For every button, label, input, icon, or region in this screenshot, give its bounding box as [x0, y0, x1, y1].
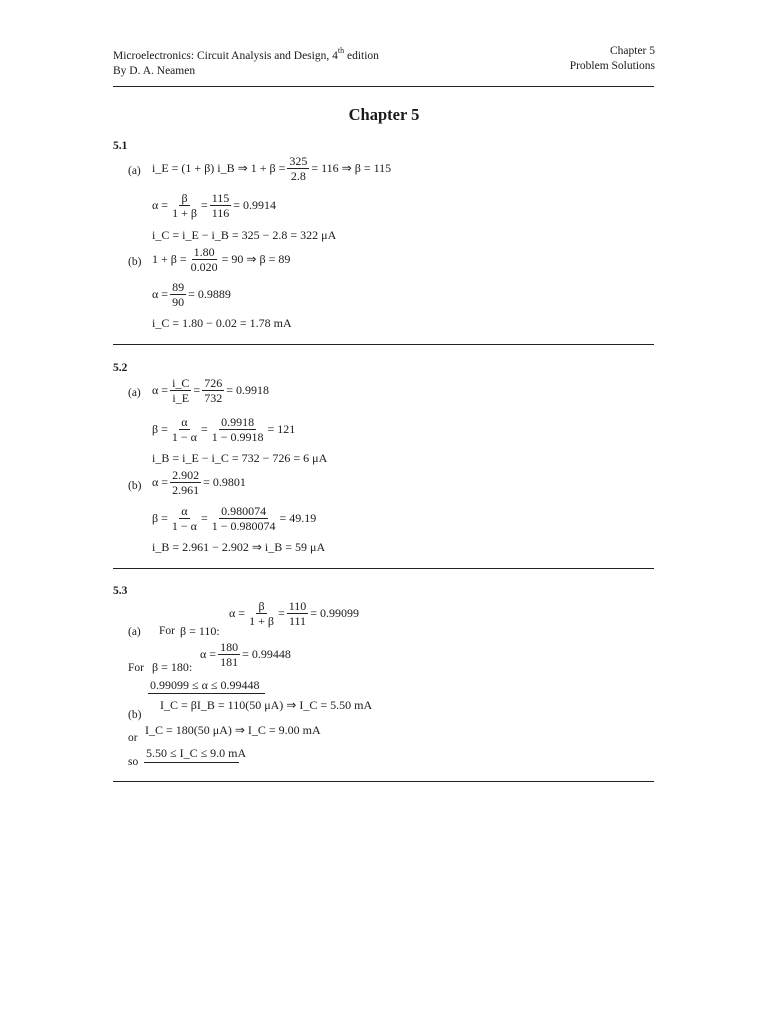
- book-title: Microelectronics: Circuit Analysis and Design, 4th edition: [113, 46, 379, 62]
- part-label: (a): [128, 387, 141, 399]
- equation: 1 + β = $\frac{1.80}{0.020}$ = 90 ⇒ β = 89: [152, 245, 291, 274]
- part-label: (b): [128, 709, 142, 721]
- equation: α = $\frac{\beta}{1 + \beta}$ = $\frac{115}{116}$ = 0.9914: [152, 191, 277, 220]
- problem-number: 5.1: [113, 140, 128, 152]
- part-label: (b): [128, 480, 142, 492]
- equation: β = $\frac{\alpha}{1 - \alpha}$ = $\frac{0.9918}{1 - 0.9918}$ = 121: [152, 415, 296, 444]
- header-section: Problem Solutions: [569, 60, 655, 72]
- header-chapter: Chapter 5: [609, 45, 655, 57]
- section-rule: [113, 568, 654, 569]
- header-rule: [113, 86, 654, 87]
- equation: α = $\frac{i\_C}{i\_E}$ = $\frac{726}{732}$ = 0.9918: [152, 376, 269, 405]
- for-label: For: [128, 662, 144, 674]
- header-left: [113, 44, 379, 79]
- problem-number: 5.3: [113, 585, 128, 597]
- problem-number: 5.2: [113, 362, 128, 374]
- equation: β = 110:: [180, 624, 220, 638]
- equation: I_C = βI_B = 110(50 μA) ⇒ I_C = 5.50 mA: [160, 698, 373, 712]
- equation: i_B = i_E − i_C = 732 − 726 = 6 μA: [152, 451, 328, 465]
- equation: α = $\frac{89}{90}$ = 0.9889: [152, 280, 231, 309]
- author: By D. A. Neamen: [113, 64, 196, 77]
- equation: α = $\frac{180}{181}$ = 0.99448: [200, 640, 291, 669]
- equation: β = $\frac{\alpha}{1 - \alpha}$ = $\frac{0.980074}{1 - 0.980074}$ = 49.19: [152, 504, 317, 533]
- alpha-range: 0.99099 ≤ α ≤ 0.99448: [150, 678, 260, 692]
- equation: i_E = (1 + β) i_B ⇒ 1 + β = $\frac{325}{2.8}$ = 116 ⇒ β = 115: [152, 154, 392, 183]
- part-label: (b): [128, 256, 142, 268]
- page-title: Chapter 5: [348, 105, 420, 124]
- for-label: For: [159, 625, 175, 637]
- header-right: [570, 44, 655, 74]
- underline: [144, 762, 239, 763]
- equation: i_C = 1.80 − 0.02 = 1.78 mA: [152, 316, 292, 330]
- equation: I_C = 180(50 μA) ⇒ I_C = 9.00 mA: [145, 723, 321, 737]
- equation: α = $\frac{2.902}{2.961}$ = 0.9801: [152, 468, 246, 497]
- equation: β = 180:: [152, 660, 193, 674]
- section-rule: [113, 781, 654, 782]
- part-label: (a): [128, 165, 141, 177]
- equation: i_C = i_E − i_B = 325 − 2.8 = 322 μA: [152, 228, 337, 242]
- ic-range: 5.50 ≤ I_C ≤ 9.0 mA: [146, 746, 247, 760]
- or-label: or: [128, 732, 138, 744]
- equation: α = $\frac{\beta}{1 + \beta}$ = $\frac{110}{111}$ = 0.99099: [229, 599, 360, 628]
- part-label: (a): [128, 626, 141, 638]
- section-rule: [113, 344, 654, 345]
- so-label: so: [128, 756, 139, 768]
- equation: i_B = 2.961 − 2.902 ⇒ i_B = 59 μA: [152, 540, 326, 554]
- underline: [148, 693, 265, 694]
